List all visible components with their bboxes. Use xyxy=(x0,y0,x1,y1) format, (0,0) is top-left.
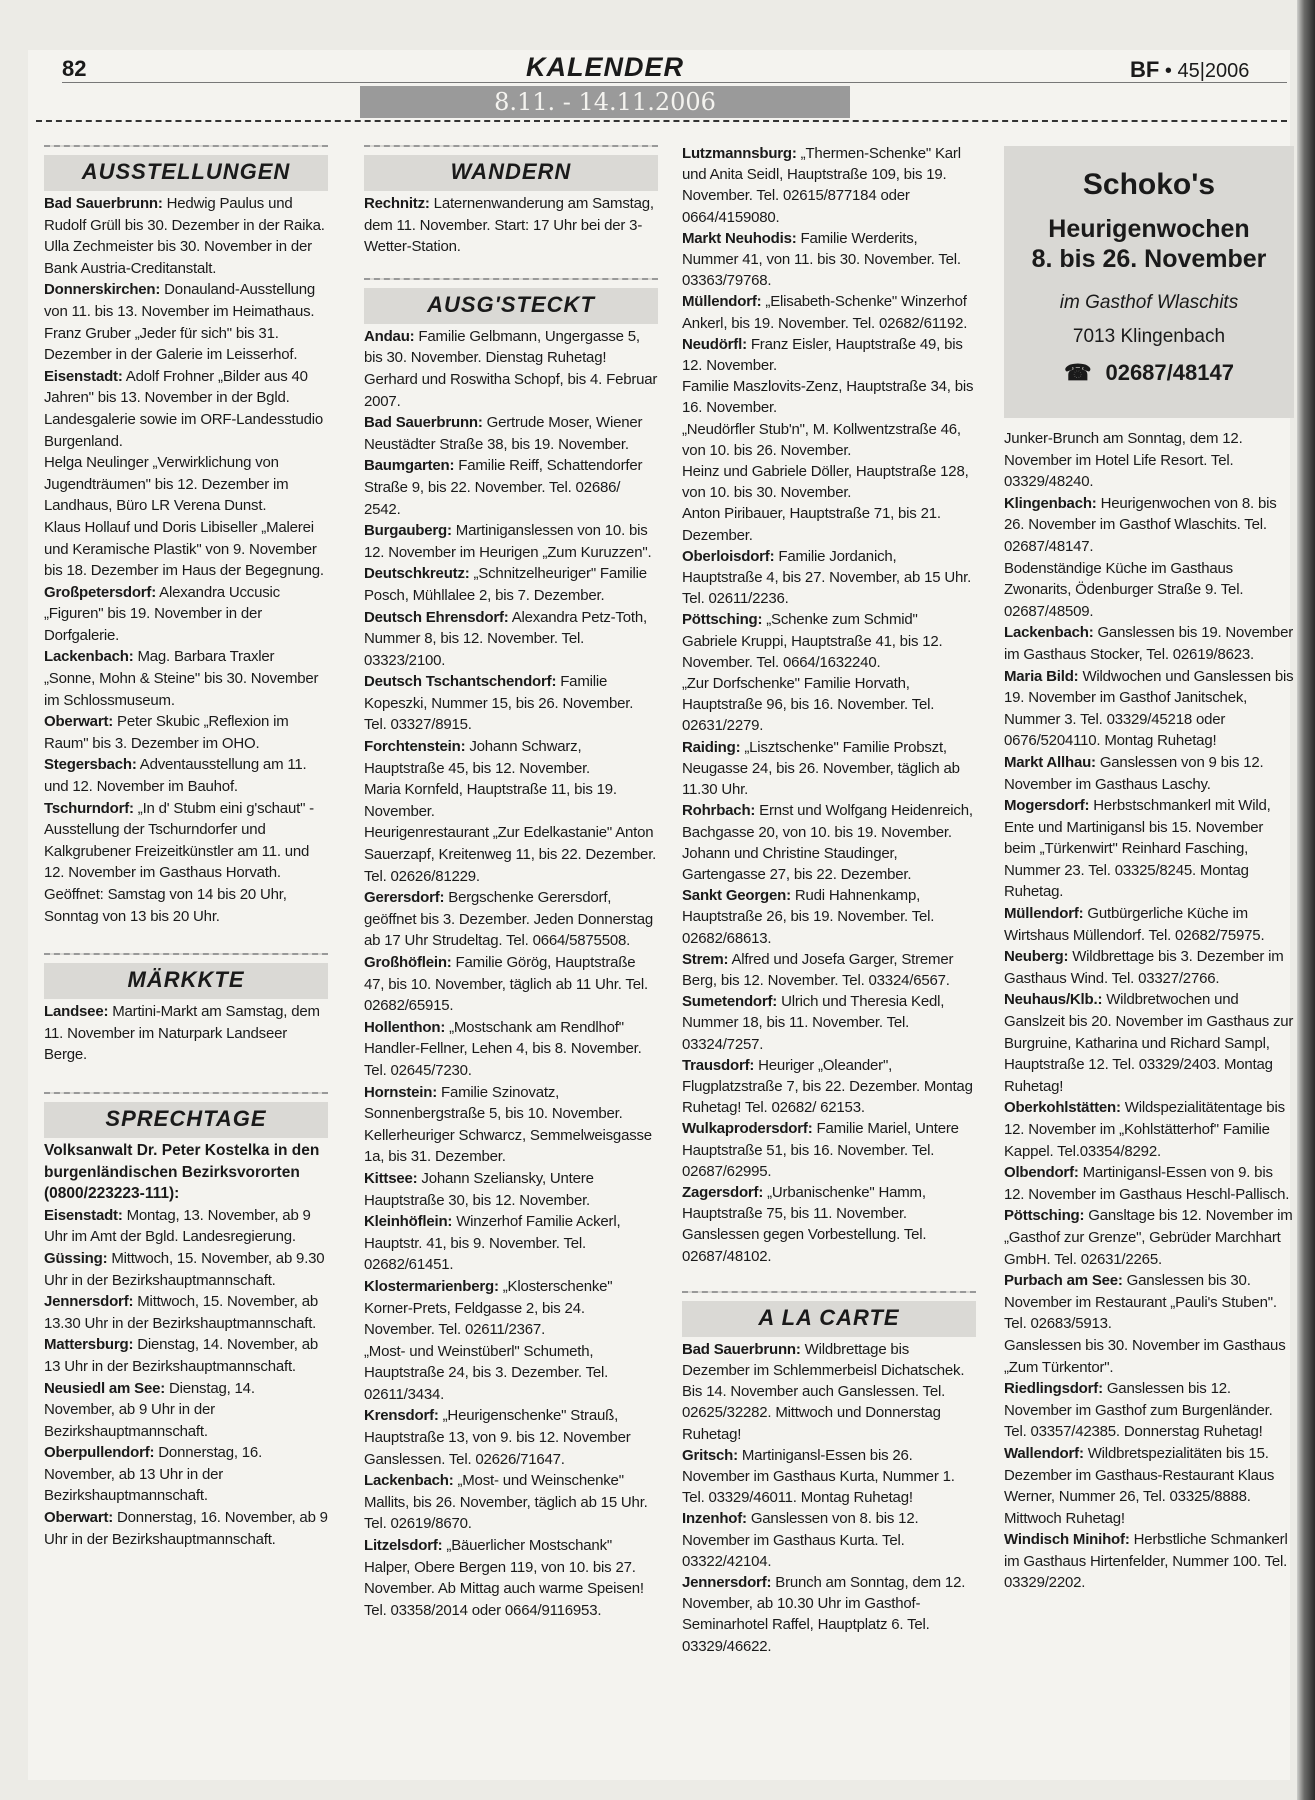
entry-text: Herbstschmankerl mit Wild, Ente und Martinigansl bis 15. November beim „Türkenwirt" Reinhard Fasching, Nummer 23. Tel. 03325/8245. Montag Ruhetag. xyxy=(1004,797,1271,901)
entry-text: „Mostschank am Rendlhof" Handler-Fellner, Lehen 4, bis 8. November. Tel. 02645/7230. xyxy=(364,1018,642,1079)
place-name: Landsee: xyxy=(44,1003,109,1021)
entry-text: Ulla Zechmeister bis 30. November in der Bank Austria-Creditanstalt. xyxy=(44,238,312,277)
place-name: Oberwart: xyxy=(44,1509,114,1527)
place-name: Pöttsching: xyxy=(1004,1207,1085,1225)
entry-text: „Heurigenschenke" Strauß, Hauptstraße 13, von 9. bis 12. November Ganslessen. Tel. 02626/71647. xyxy=(364,1407,631,1468)
entry-text: Maria Kornfeld, Hauptstraße 11, bis 19. November. xyxy=(364,781,617,820)
list-item xyxy=(1004,493,1294,558)
place-name: Rechnitz: xyxy=(364,195,430,212)
list-item xyxy=(44,711,328,754)
entry-list xyxy=(44,193,328,927)
place-name: Tschurndorf: xyxy=(44,799,134,817)
list-item xyxy=(1004,989,1294,1097)
entry-text: Martinigansl-Essen bis 26. November im Gasthaus Kurta, Nummer 1. Tel. 03329/46011. Montag Ruhetag! xyxy=(682,1446,955,1507)
list-item xyxy=(1004,1335,1294,1378)
place-name: Deutsch Tschantschendorf: xyxy=(364,673,557,691)
entry-text: Gansltage bis 12. November im „Gasthof zur Grenze", Gebrüder Marchhart GmbH. Tel. 02631/2265. xyxy=(1004,1207,1293,1268)
ad-subtitle-line-1: Heurigenwochen xyxy=(1048,215,1250,243)
list-item xyxy=(364,193,658,258)
list-item xyxy=(364,1470,658,1535)
list-item xyxy=(682,737,976,801)
list-item xyxy=(44,279,328,322)
place-name: Neusiedl am See: xyxy=(44,1379,166,1397)
ad-subtitle-line-2: 8. bis 26. November xyxy=(1031,245,1267,273)
entry-text: Gutbürgerliche Küche im Wirtshaus Müllendorf. Tel. 02682/75975. xyxy=(1004,905,1265,944)
entry-text: Franz Eisler, Hauptstraße 49, bis 12. November. xyxy=(682,335,963,375)
list-item xyxy=(682,1182,976,1267)
list-item xyxy=(682,228,976,292)
place-name: Strem: xyxy=(682,950,729,968)
place-name: Lackenbach: xyxy=(44,648,134,666)
section-heading: A LA CARTE xyxy=(682,1291,976,1337)
section-sprechtage xyxy=(44,1092,328,1550)
entry-text: Familie Görög, Hauptstraße 47, bis 10. November, täglich ab 11 Uhr. Tel. 02682/65915. xyxy=(364,954,648,1015)
section-heading: AUSSTELLUNGEN xyxy=(44,145,328,191)
list-item xyxy=(1004,1205,1294,1270)
place-name: Neudörfl: xyxy=(682,335,747,353)
list-item xyxy=(364,952,658,1017)
ad-subtitle xyxy=(1004,214,1294,274)
list-item xyxy=(682,291,976,333)
list-item xyxy=(44,193,328,236)
entry-text: „Schenke zum Schmid" Gabriele Kruppi, Hauptstraße 41, bis 12. November. Tel. 0664/1632240. xyxy=(682,611,943,671)
place-name: Zagersdorf: xyxy=(682,1183,764,1201)
entry-list xyxy=(44,1001,328,1066)
column-2 xyxy=(364,145,658,1621)
entry-text: Bodenständige Küche im Gasthaus Zwonarits, Ödenburger Straße 9. Tel. 02687/48509. xyxy=(1004,559,1244,620)
place-name: Oberkohlstätten: xyxy=(1004,1099,1121,1117)
entry-text: Gerhard und Roswitha Schopf, bis 4. Februar 2007. xyxy=(364,370,658,410)
list-item xyxy=(364,1276,658,1341)
entry-text: Herbstliche Schmankerl im Gasthaus Hirtenfelder, Nummer 100. Tel. 03329/2202. xyxy=(1004,1531,1288,1592)
section-heading: WANDERN xyxy=(364,145,658,191)
entry-text: Ernst und Wolfgang Heidenreich, Bachgasse 20, von 10. bis 19. November. xyxy=(682,802,973,841)
entry-text: Familie Maszlovits-Zenz, Hauptstraße 34, bis 16. November. xyxy=(682,378,974,417)
list-item xyxy=(682,1118,976,1182)
place-name: Großpetersdorf: xyxy=(44,583,157,601)
entry-list-continued xyxy=(682,143,976,1267)
entry-text: Kellerheuriger Schwarcz, Semmelweisgasse 1a, bis 31. Dezember. xyxy=(364,1126,652,1166)
entry-text: Mittwoch, 15. November, ab 9.30 Uhr in der Bezirkshauptmannschaft. xyxy=(44,1249,325,1289)
list-item xyxy=(682,334,976,376)
entry-text: Familie Jordanich, Hauptstraße 4, bis 27. November, ab 15 Uhr. Tel. 02611/2236. xyxy=(682,547,972,608)
entry-list xyxy=(364,193,658,258)
list-item xyxy=(44,1442,328,1507)
entry-text: Martiniganslessen von 10. bis 12. November im Heurigen „Zum Kuruzzen". xyxy=(364,522,652,561)
list-item xyxy=(364,412,658,455)
list-item xyxy=(44,236,328,279)
list-item xyxy=(1004,1378,1294,1443)
issue-number: • 45|2006 xyxy=(1164,60,1250,82)
section-ausgsteckt xyxy=(364,278,658,1622)
place-name: Neuberg: xyxy=(1004,948,1069,966)
date-range: 8.11. - 14.11.2006 xyxy=(360,86,850,118)
list-item xyxy=(682,800,976,842)
list-item xyxy=(364,887,658,952)
place-name: Klostermarienberg: xyxy=(364,1277,499,1295)
ad-title: Schoko's xyxy=(1082,168,1216,201)
entry-text: Wildbrettage bis Dezember im Schlemmerbeisl Dichatschek. Bis 14. November auch Ganslessen. Tel. 02625/32282. Mittwoch und Donnerstag Ruhetag! xyxy=(682,1340,965,1443)
entry-text: Donnerstag, 16. November, ab 13 Uhr in der Bezirkshauptmannschaft. xyxy=(44,1444,263,1505)
place-name: Lutzmannsburg: xyxy=(682,145,797,162)
list-item xyxy=(682,376,976,418)
entry-text: Johann Schwarz, Hauptstraße 45, bis 12. November. xyxy=(364,738,591,777)
list-item xyxy=(44,452,328,517)
entry-text: Rudi Hahnenkamp, Hauptstraße 26, bis 19. November. Tel. 02682/68613. xyxy=(682,887,935,947)
list-item xyxy=(364,1125,658,1168)
list-item xyxy=(44,754,328,797)
entry-text: Ganslessen von 9 bis 12. November im Gasthaus Laschy. xyxy=(1004,753,1264,793)
entry-text: Heurigenrestaurant „Zur Edelkastanie" Anton Sauerzapf, Kreitenweg 11, bis 22. Dezember. Tel. 02626/81229. xyxy=(364,824,657,885)
list-item xyxy=(44,1334,328,1377)
entry-text: Ganslessen bis 30. November im Gasthaus „Zum Türkentor". xyxy=(1004,1336,1286,1376)
place-name: Klingenbach: xyxy=(1004,494,1097,512)
column-3 xyxy=(682,143,976,1657)
page-edge-shadow xyxy=(1297,0,1315,1800)
list-item xyxy=(364,779,658,822)
entry-text: „Bäuerlicher Mostschank" Halper, Obere Bergen 119, von 10. bis 27. November. Ab Mittag auch warme Speisen! Tel. 03358/2014 oder 0664/9116953. xyxy=(364,1537,644,1619)
place-name: Oberloisdorf: xyxy=(682,547,775,565)
place-name: Eisenstadt: xyxy=(44,367,123,385)
entry-text: „Most- und Weinschenke" Mallits, bis 26. November, täglich ab 15 Uhr. Tel. 02619/8670. xyxy=(364,1472,648,1533)
entry-text: Wildbretwochen und Ganslzeit bis 20. November im Gasthaus zur Burgruine, Katharina und Richard Sampl, Hauptstraße 12. Tel. 03329/2403. Montag Ruhetag! xyxy=(1004,991,1294,1095)
list-item xyxy=(364,1017,658,1082)
list-item xyxy=(364,1405,658,1470)
entry-text: „Neudörfler Stub'n", M. Kollwentzstraße 46, von 10. bis 26. November. xyxy=(682,420,961,459)
entry-text: Familie Werderits, Nummer 41, von 11. bis 30. November. Tel. 03363/79768. xyxy=(682,229,961,290)
entry-text: Ganslessen von 8. bis 12. November im Gasthaus Kurta. Tel. 03322/42104. xyxy=(682,1510,919,1570)
place-name: Burgauberg: xyxy=(364,522,452,540)
entry-text: Junker-Brunch am Sonntag, dem 12. November im Hotel Life Resort. Tel. 03329/48240. xyxy=(1004,430,1243,491)
entry-text: Wildspezialitätentage bis 12. November im „Kohlstätterhof" Familie Kappel. Tel.03354/8292. xyxy=(1004,1099,1285,1160)
place-name: Sankt Georgen: xyxy=(682,887,791,905)
place-name: Inzenhof: xyxy=(682,1510,747,1528)
entry-text: Anton Piribauer, Hauptstraße 71, bis 21. Dezember. xyxy=(682,505,941,544)
entry-text: Winzerhof Familie Ackerl, Hauptstr. 41, bis 9. November. Tel. 02682/61451. xyxy=(364,1213,621,1274)
section-ausstellungen xyxy=(44,145,328,927)
entry-text: Familie Szinovatz, Sonnenbergstraße 5, bis 10. November. xyxy=(364,1083,623,1123)
entry-text: „In d' Stubm eini g'schaut" - Ausstellung der Tschurndorfer und Kalkgrubener Freizeitkünstler am 11. und 12. November im Gasthaus Horvath. Geöffnet: Samstag von 14 bis 20 Uhr, Sonntag von 13 bis 20 Uhr. xyxy=(44,799,314,925)
list-item xyxy=(364,563,658,606)
place-name: Stegersbach: xyxy=(44,756,137,774)
section-heading: MÄRKKTE xyxy=(44,953,328,999)
place-name: Deutsch Ehrensdorf: xyxy=(364,608,509,626)
page-number: 82 xyxy=(62,56,87,81)
ad-phone-number: 02687/48147 xyxy=(1105,360,1234,385)
place-name: Bad Sauerbrunn: xyxy=(682,1340,801,1358)
place-name: Müllendorf: xyxy=(682,293,762,311)
entry-text: Familie Reiff, Schattendorfer Straße 9, bis 22. November. Tel. 02686/ 2542. xyxy=(364,457,643,518)
place-name: Oberpullendorf: xyxy=(44,1444,155,1462)
place-name: Wulkaprodersdorf: xyxy=(682,1120,813,1138)
entry-list-continued xyxy=(1004,428,1294,1594)
list-item xyxy=(364,1341,658,1406)
entry-text: Heurigenwochen von 8. bis 26. November im Gasthof Wlaschits. Tel. 02687/48147. xyxy=(1004,494,1277,555)
entry-text: Mittwoch, 15. November, ab 13.30 Uhr in der Bezirkshauptmannschaft. xyxy=(44,1293,318,1332)
entry-text: „Most- und Weinstüberl" Schumeth, Hauptstraße 24, bis 3. Dezember. Tel. 02611/3434. xyxy=(364,1342,609,1403)
entry-text: „Urbanischenke" Hamm, Hauptstraße 75, bis 11. November. Ganslessen gegen Vorbestellung. Tel. 02687/48102. xyxy=(682,1183,927,1265)
entry-text: Donauland-Ausstellung von 11. bis 13. November im Heimathaus. xyxy=(44,281,316,320)
list-item xyxy=(682,843,976,885)
entry-text: Heuriger „Oleander", Flugplatzstraße 7, bis 22. Dezember. Montag Ruhetag! Tel. 02682/ 62153. xyxy=(682,1056,973,1117)
place-name: Deutschkreutz: xyxy=(364,565,470,583)
list-item xyxy=(682,609,976,673)
entry-list xyxy=(44,1205,328,1551)
list-item xyxy=(44,1248,328,1291)
list-item xyxy=(1004,903,1294,946)
entry-text: Franz Gruber „Jeder für sich" bis 31. Dezember in der Galerie im Leisserhof. xyxy=(44,324,298,364)
list-item xyxy=(1004,666,1294,752)
list-item xyxy=(44,517,328,582)
list-item xyxy=(44,366,328,452)
place-name: Raiding: xyxy=(682,738,741,756)
section-heading: AUSG'STECKT xyxy=(364,278,658,324)
place-name: Markt Allhau: xyxy=(1004,753,1096,771)
place-name: Olbendorf: xyxy=(1004,1164,1079,1182)
entry-text: „Lisztschenke" Familie Probszt, Neugasse 24, bis 26. November, täglich ab 11.30 Uhr. xyxy=(682,738,960,799)
entry-text: Hedwig Paulus und Rudolf Grüll bis 30. Dezember in der Raika. xyxy=(44,195,325,234)
entry-text: Mag. Barbara Traxler „Sonne, Mohn & Steine" bis 30. November im Schlossmuseum. xyxy=(44,648,319,709)
list-item xyxy=(364,1535,658,1621)
list-item xyxy=(682,1508,976,1572)
entry-text: Heinz und Gabriele Döller, Hauptstraße 128, von 10. bis 30. November. xyxy=(682,463,969,502)
section-alacarte xyxy=(682,1291,976,1657)
place-name: Windisch Minihof: xyxy=(1004,1531,1130,1549)
list-item xyxy=(44,1001,328,1066)
entry-text: Dienstag, 14. November, ab 9 Uhr in der Bezirkshauptmannschaft. xyxy=(44,1379,255,1440)
entry-text: Familie Mariel, Untere Hauptstraße 51, bis 16. November. Tel. 02687/62995. xyxy=(682,1120,959,1180)
place-name: Andau: xyxy=(364,327,415,345)
column-4 xyxy=(1004,428,1294,1594)
list-item xyxy=(682,885,976,949)
place-name: Forchtenstein: xyxy=(364,738,466,756)
list-item xyxy=(682,1339,976,1445)
list-item xyxy=(682,673,976,737)
page-title: KALENDER xyxy=(525,52,684,82)
ad-phone xyxy=(1004,360,1294,386)
list-item xyxy=(682,1445,976,1509)
list-item xyxy=(1004,946,1294,989)
advertisement-box xyxy=(1004,146,1294,418)
list-item xyxy=(44,582,328,647)
list-item xyxy=(682,143,976,228)
list-item xyxy=(44,1378,328,1443)
ad-address: 7013 Klingenbach xyxy=(1072,326,1226,347)
list-item xyxy=(682,1572,976,1657)
entry-text: Wildwochen und Ganslessen bis 19. November im Gasthof Janitschek, Nummer 3. Tel. 03329/45218 oder 0676/5204110. Montag Ruhetag! xyxy=(1004,667,1294,750)
place-name: Güssing: xyxy=(44,1249,108,1267)
section-maerkte xyxy=(44,953,328,1066)
place-name: Jennersdorf: xyxy=(682,1574,772,1591)
place-name: Riedlingsdorf: xyxy=(1004,1380,1103,1398)
list-item xyxy=(1004,622,1294,665)
entry-text: „Elisabeth-Schenke" Winzerhof Ankerl, bis 19. November. Tel. 02682/61192. xyxy=(682,293,968,332)
entry-text: Ganslessen bis 19. November im Gasthaus Stocker, Tel. 02619/8623. xyxy=(1004,624,1294,663)
list-item xyxy=(364,822,658,887)
entry-text: Ulrich und Theresia Kedl, Nummer 18, bis 11. November. Tel. 03324/7257. xyxy=(682,993,945,1053)
list-item xyxy=(364,671,658,736)
list-item xyxy=(44,1291,328,1334)
entry-text: Ganslessen bis 12. November im Gasthof zum Burgenländer. Tel. 03357/42385. Donnerstag Ruhetag! xyxy=(1004,1380,1273,1441)
telephone-icon: ☎ xyxy=(1064,360,1092,385)
header-divider xyxy=(36,120,1287,122)
entry-text: „Thermen-Schenke" Karl und Anita Seidl, Hauptstraße 109, bis 19. November. Tel. 02615/877184 oder 0664/4159080. xyxy=(682,145,961,226)
entry-text: Ganslessen bis 30. November im Restaurant „Pauli's Stuben". Tel. 02683/5913. xyxy=(1004,1272,1277,1333)
entry-text: „Klosterschenke" Korner-Prets, Feldgasse 2, bis 24. November. Tel. 02611/2367. xyxy=(364,1277,613,1339)
list-item xyxy=(364,369,658,412)
list-item xyxy=(1004,1097,1294,1162)
list-item xyxy=(364,1082,658,1125)
list-item xyxy=(364,736,658,779)
entry-list xyxy=(682,1339,976,1657)
list-item xyxy=(1004,795,1294,903)
entry-text: Johann Szeliansky, Untere Hauptstraße 30, bis 12. November. xyxy=(364,1169,594,1209)
list-item xyxy=(1004,1529,1294,1594)
place-name: Gritsch: xyxy=(682,1446,738,1464)
place-name: Baumgarten: xyxy=(364,457,455,475)
list-item xyxy=(1004,428,1294,493)
place-name: Wallendorf: xyxy=(1004,1444,1084,1462)
place-name: Müllendorf: xyxy=(1004,905,1084,923)
place-name: Kleinhöflein: xyxy=(364,1213,453,1231)
list-item xyxy=(682,546,976,610)
entry-text: Familie Gelbmann, Ungergasse 5, bis 30. November. Dienstag Ruhetag! xyxy=(364,327,640,367)
list-item xyxy=(44,1507,328,1550)
place-name: Neuhaus/Klb.: xyxy=(1004,991,1103,1009)
place-name: Lackenbach: xyxy=(1004,624,1094,642)
list-item xyxy=(1004,558,1294,623)
place-name: Eisenstadt: xyxy=(44,1206,123,1224)
entry-text: Adolf Frohner „Bilder aus 40 Jahren" bis 13. November in der Bgld. Landesgalerie sowie im ORF-Landesstudio Burgenland. xyxy=(44,367,324,450)
place-name: Hornstein: xyxy=(364,1083,438,1101)
entry-text: Adventausstellung am 11. und 12. November im Bauhof. xyxy=(44,756,307,796)
place-name: Sumetendorf: xyxy=(682,993,778,1011)
entry-list xyxy=(364,326,658,1622)
entry-text: Familie Kopeszki, Nummer 15, bis 26. November. Tel. 03327/8915. xyxy=(364,673,634,734)
list-item xyxy=(682,949,976,991)
list-item xyxy=(44,646,328,711)
entry-text: Johann und Christine Staudinger, Gartengasse 27, bis 22. Dezember. xyxy=(682,844,912,883)
entry-text: Donnerstag, 16. November, ab 9 Uhr in der Bezirkshauptmannschaft. xyxy=(44,1509,328,1548)
place-name: Trausdorf: xyxy=(682,1056,755,1074)
entry-text: „Zur Dorfschenke" Familie Horvath, Hauptstraße 96, bis 16. November. Tel. 02631/2279. xyxy=(682,675,935,735)
place-name: Mattersburg: xyxy=(44,1336,134,1354)
list-item xyxy=(364,326,658,369)
list-item xyxy=(364,455,658,520)
list-item xyxy=(44,1205,328,1248)
ad-venue: im Gasthof Wlaschits xyxy=(1059,292,1239,313)
list-item xyxy=(682,1055,976,1119)
place-name: Mogersdorf: xyxy=(1004,797,1090,815)
list-item xyxy=(44,798,328,928)
place-name: Rohrbach: xyxy=(682,802,756,820)
list-item xyxy=(682,461,976,503)
list-item xyxy=(1004,1162,1294,1205)
entry-text: Alexandra Uccusic „Figuren" bis 19. November in der Dorfgalerie. xyxy=(44,583,280,644)
place-name: Gerersdorf: xyxy=(364,889,445,907)
place-name: Maria Bild: xyxy=(1004,667,1079,685)
entry-text: Montag, 13. November, ab 9 Uhr im Amt der Bgld. Landesregierung. xyxy=(44,1206,311,1246)
issue-info xyxy=(1130,57,1249,83)
list-item xyxy=(44,323,328,366)
place-name: Oberwart: xyxy=(44,713,114,731)
column-1 xyxy=(44,145,328,1550)
place-name: Bad Sauerbrunn: xyxy=(364,414,483,432)
list-item xyxy=(682,503,976,545)
place-name: Pöttsching: xyxy=(682,611,763,629)
entry-text: Brunch am Sonntag, dem 12. November, ab 10.30 Uhr im Gasthof-Seminarhotel Raffel, Hauptplatz 6. Tel. 03329/46622. xyxy=(682,1574,966,1655)
entry-text: „Schnitzelheuriger" Familie Posch, Mühllalee 2, bis 7. Dezember. xyxy=(364,565,647,604)
list-item xyxy=(1004,1270,1294,1335)
place-name: Krensdorf: xyxy=(364,1407,439,1425)
list-item xyxy=(364,520,658,563)
place-name: Hollenthon: xyxy=(364,1018,446,1036)
section-wandern xyxy=(364,145,658,258)
entry-text: Bergschenke Gerersdorf, geöffnet bis 3. Dezember. Jeden Donnerstag ab 17 Uhr Strudeltag. Tel. 0664/5875508. xyxy=(364,889,654,950)
list-item xyxy=(1004,1443,1294,1529)
place-name: Jennersdorf: xyxy=(44,1293,134,1311)
place-name: Lackenbach: xyxy=(364,1472,454,1490)
place-name: Litzelsdorf: xyxy=(364,1537,443,1555)
entry-text: Wildbrettage bis 3. Dezember im Gasthaus Wind. Tel. 03327/2766. xyxy=(1004,948,1284,987)
list-item xyxy=(682,991,976,1055)
place-name: Bad Sauerbrunn: xyxy=(44,195,163,212)
list-item xyxy=(364,1168,658,1211)
entry-text: Martini-Markt am Samstag, dem 11. November im Naturpark Landseer Berge. xyxy=(44,1003,320,1064)
place-name: Markt Neuhodis: xyxy=(682,229,797,247)
place-name: Donnerskirchen: xyxy=(44,281,161,299)
list-item xyxy=(1004,752,1294,795)
entry-text: Alfred und Josefa Garger, Stremer Berg, bis 12. November. Tel. 03324/6567. xyxy=(682,950,954,989)
entry-text: Laternenwanderung am Samstag, dem 11. November. Start: 17 Uhr bei der 3-Wetter-Station. xyxy=(364,195,654,256)
entry-text: Wildbretspezialitäten bis 15. Dezember im Gasthaus-Restaurant Klaus Werner, Nummer 26, Tel. 03325/8888. Mittwoch Ruhetag! xyxy=(1004,1444,1275,1527)
publication-name: BF xyxy=(1130,57,1160,82)
entry-text: Gertrude Moser, Wiener Neustädter Straße 38, bis 19. November. xyxy=(364,414,643,453)
place-name: Purbach am See: xyxy=(1004,1272,1123,1290)
entry-text: Martinigansl-Essen von 9. bis 12. November im Gasthaus Heschl-Pallisch. xyxy=(1004,1164,1290,1203)
entry-text: Helga Neulinger „Verwirklichung von Jugendträumen" bis 12. Dezember im Landhaus, Büro LR Verena Dunst. xyxy=(44,454,289,515)
sprechtage-intro: Volksanwalt Dr. Peter Kostelka in den burgenländischen Bezirksvororten (0800/223223-111): xyxy=(44,1141,320,1203)
entry-text: Alexandra Petz-Toth, Nummer 8, bis 12. November. Tel. 03323/2100. xyxy=(364,608,647,669)
entry-text: Peter Skubic „Reflexion im Raum" bis 3. Dezember im OHO. xyxy=(44,713,289,752)
list-item xyxy=(682,419,976,461)
entry-text: Dienstag, 14. November, ab 13 Uhr in der Bezirkshauptmannschaft. xyxy=(44,1336,318,1375)
list-item xyxy=(364,607,658,672)
entry-text: Klaus Hollauf und Doris Libiseller „Malerei und Keramische Plastik" von 9. November bis 18. Dezember im Haus der Begegnung. xyxy=(44,518,324,580)
place-name: Kittsee: xyxy=(364,1169,418,1187)
section-heading: SPRECHTAGE xyxy=(44,1092,328,1138)
list-item xyxy=(364,1211,658,1276)
place-name: Großhöflein: xyxy=(364,954,452,971)
